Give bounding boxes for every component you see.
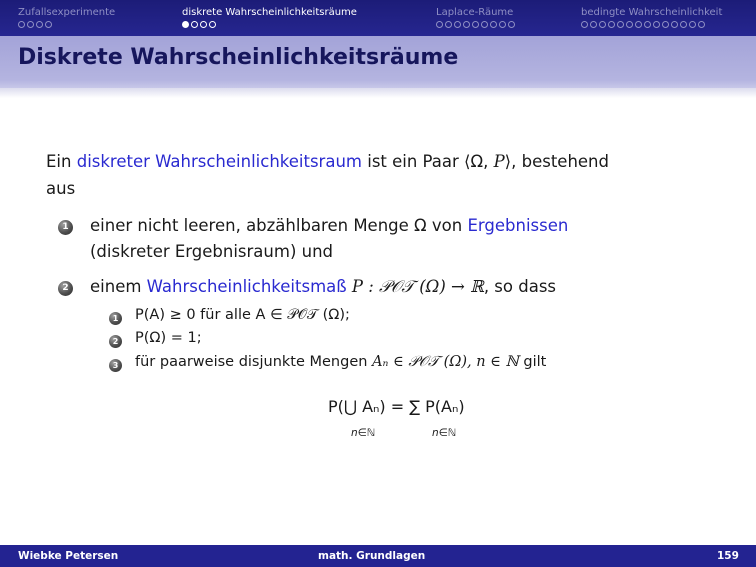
condition-text: für paarweise disjunkte Mengen — [135, 354, 373, 370]
highlighted-term: diskreter Wahrscheinlichkeitsraum — [76, 152, 362, 171]
nav-dot[interactable] — [481, 21, 488, 28]
item-1-line-2: (diskreter Ergebnisraum) und — [90, 242, 334, 261]
nav-dot[interactable] — [200, 21, 207, 28]
enum-ball-1: 1 — [58, 220, 73, 235]
nav-dot[interactable] — [191, 21, 198, 28]
item-1-line-1 — [90, 216, 568, 235]
intro-text: Ein — [46, 152, 77, 171]
nav-dot[interactable] — [644, 21, 651, 28]
highlighted-term: Ergebnissen — [467, 216, 569, 235]
nav-dot[interactable] — [18, 21, 25, 28]
condition-1: P(A) ≥ 0 für alle A ∈ 𝒫𝒪𝒯 (Ω); — [135, 307, 350, 323]
definition-intro — [46, 152, 609, 171]
nav-dot[interactable] — [653, 21, 660, 28]
nav-dot[interactable] — [698, 21, 705, 28]
nav-dot[interactable] — [472, 21, 479, 28]
footer-page-number: 159 — [717, 550, 739, 562]
intro-text: ist ein Paar ⟨Ω, — [361, 152, 494, 171]
nav-dot[interactable] — [445, 21, 452, 28]
definition-intro-continuation: aus — [46, 179, 76, 198]
condition-2: P(Ω) = 1; — [135, 330, 202, 346]
sum-index: n∈ℕ — [432, 427, 457, 439]
nav-dot[interactable] — [508, 21, 515, 28]
nav-dot[interactable] — [608, 21, 615, 28]
frame-title-bar — [0, 36, 756, 88]
math-expression: Aₙ ∈ 𝒫𝒪𝒯 (Ω), n ∈ ℕ — [372, 354, 519, 370]
nav-dot[interactable] — [45, 21, 52, 28]
nav-dot[interactable] — [689, 21, 696, 28]
item-text: einem — [90, 277, 147, 296]
nav-dot[interactable] — [680, 21, 687, 28]
enum-ball-sub-2: 2 — [109, 335, 122, 348]
highlighted-term: Wahrscheinlichkeitsmaß — [146, 277, 347, 296]
nav-dot[interactable] — [581, 21, 588, 28]
nav-dot[interactable] — [436, 21, 443, 28]
item-2-line — [90, 277, 556, 297]
nav-dot[interactable] — [454, 21, 461, 28]
math-symbol: P — [493, 152, 505, 171]
title-shadow — [0, 88, 756, 98]
nav-dot[interactable] — [27, 21, 34, 28]
nav-section-diskrete-wahrscheinlichkeitsraeume[interactable]: diskrete Wahrscheinlichkeitsräume — [182, 7, 357, 18]
nav-dot[interactable] — [617, 21, 624, 28]
nav-dot[interactable] — [635, 21, 642, 28]
intro-text: ⟩, bestehend — [504, 152, 609, 171]
nav-section-bedingte-wahrscheinlichkeit[interactable]: bedingte Wahrscheinlichkeit — [581, 7, 723, 18]
nav-dot[interactable] — [599, 21, 606, 28]
sigma-additivity-formula: P(⋃ Aₙ) = ∑ P(Aₙ) — [328, 397, 465, 416]
nav-dot-current[interactable] — [182, 21, 189, 28]
nav-dot[interactable] — [590, 21, 597, 28]
nav-dot[interactable] — [662, 21, 669, 28]
item-text: einer nicht leeren, abzählbaren Menge Ω von — [90, 216, 468, 235]
enum-ball-sub-3: 3 — [109, 359, 122, 372]
footer-bar — [0, 545, 756, 567]
item-text: , so dass — [483, 277, 557, 296]
nav-dot[interactable] — [671, 21, 678, 28]
condition-text: gilt — [518, 354, 547, 370]
nav-dot[interactable] — [463, 21, 470, 28]
nav-section-zufallsexperimente[interactable]: Zufallsexperimente — [18, 7, 116, 18]
nav-dot[interactable] — [209, 21, 216, 28]
nav-dot[interactable] — [499, 21, 506, 28]
frame-title: Diskrete Wahrscheinlichkeitsräume — [18, 45, 459, 70]
union-index: n∈ℕ — [351, 427, 376, 439]
math-expression: P : 𝒫𝒪𝒯 (Ω) → ℝ — [346, 277, 484, 296]
nav-dot[interactable] — [626, 21, 633, 28]
enum-ball-sub-1: 1 — [109, 312, 122, 325]
nav-section-laplace-raeume[interactable]: Laplace-Räume — [436, 7, 514, 18]
section-navigation — [0, 0, 756, 36]
condition-3 — [135, 354, 546, 370]
nav-dot[interactable] — [490, 21, 497, 28]
footer-course: math. Grundlagen — [318, 550, 426, 562]
nav-dot[interactable] — [36, 21, 43, 28]
enum-ball-2: 2 — [58, 281, 73, 296]
footer-author: Wiebke Petersen — [18, 550, 119, 562]
